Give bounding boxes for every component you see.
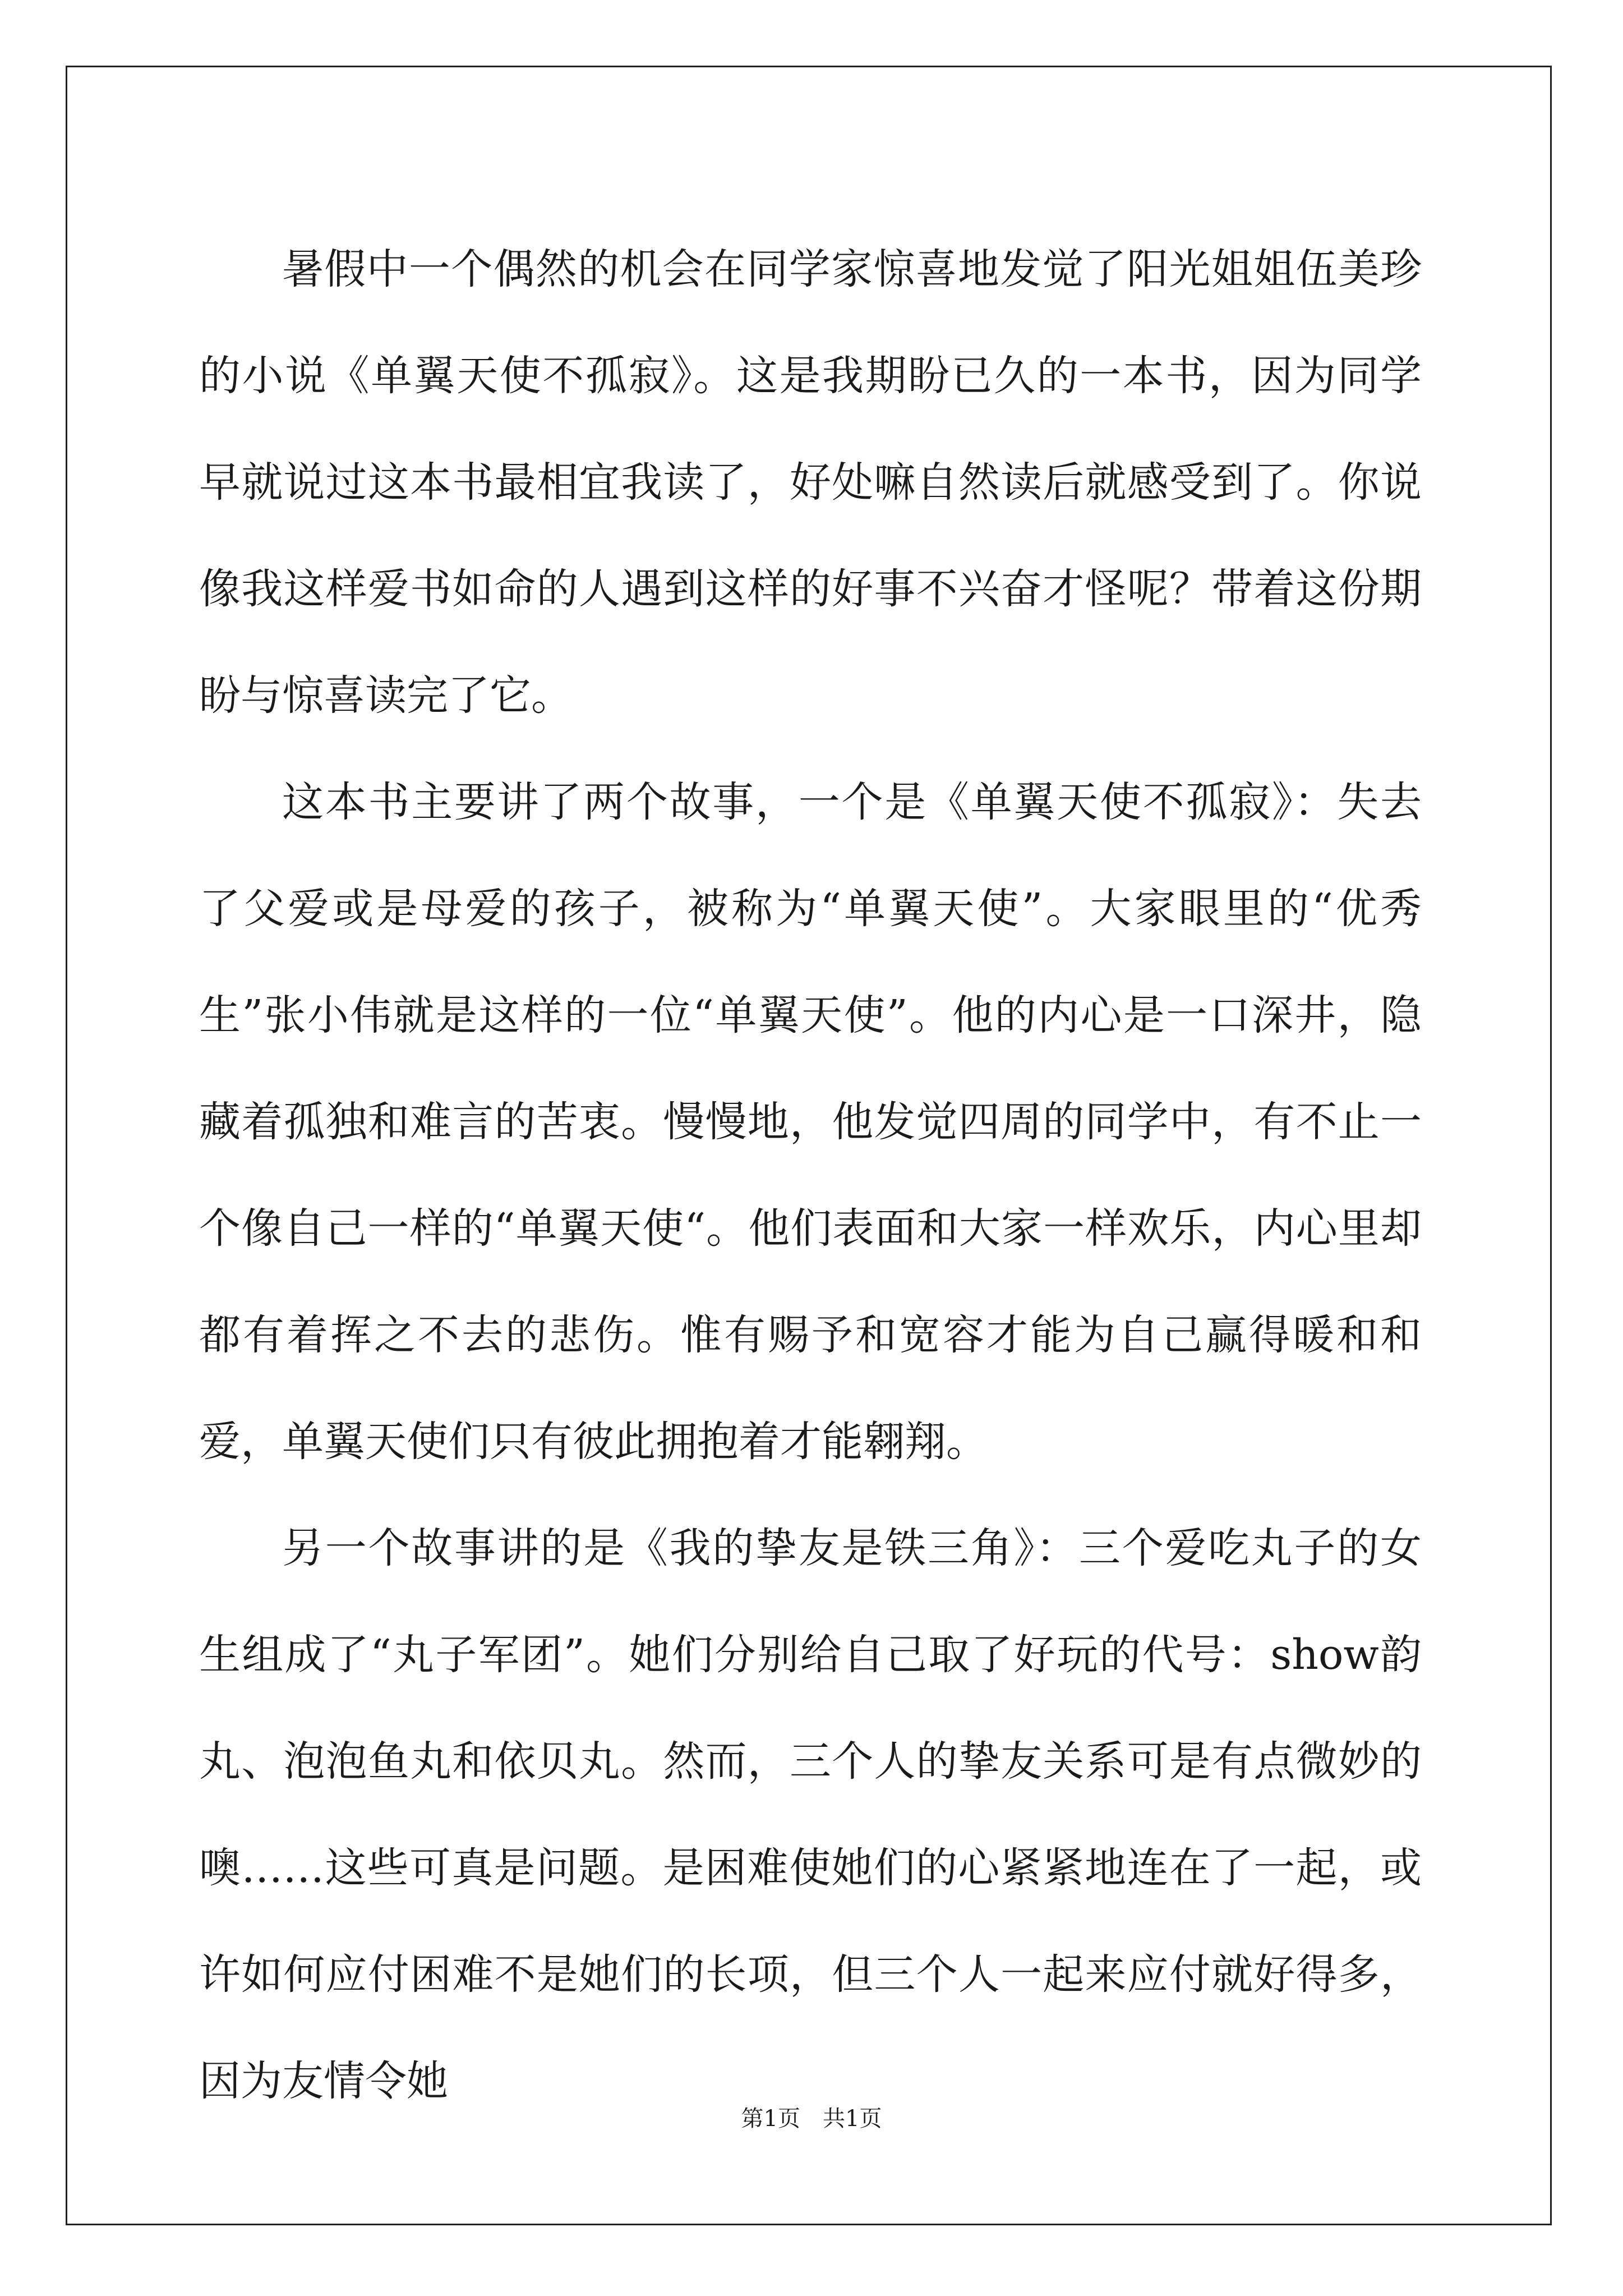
document-body [199,216,1422,2134]
paragraph-2: 这本书主要讲了两个故事，一个是《单翼天使不孤寂》：失去了父爱或是母爱的孩子，被称为“单翼天使”。大家眼里的“优秀生”张小伟就是这样的一位“单翼天使”。他的内心是一口深井，隐藏着孤独和难言的苦衷。慢慢地，他发觉四周的同学中，有不止一个像自己一样的“单翼天使“。他们表面和大家一样欢乐，内心里却都有着挥之不去的悲伤。惟有赐予和宽容才能为自己赢得暖和和爱，单翼天使们只有彼此拥抱着才能翱翔。 [199,778,1422,1466]
paragraph-1: 暑假中一个偶然的机会在同学家惊喜地发觉了阳光姐姐伍美珍的小说《单翼天使不孤寂》。这是我期盼已久的一本书，因为同学早就说过这本书最相宜我读了，好处嘛自然读后就感受到了。你说像我这样爱书如命的人遇到这样的好事不兴奋才怪呢？带着这份期盼与惊喜读完了它。 [199,245,1422,720]
paragraph-3: 另一个故事讲的是《我的挚友是铁三角》：三个爱吃丸子的女生组成了“丸子军团”。她们分别给自己取了好玩的代号：show韵丸、泡泡鱼丸和依贝丸。然而，三个人的挚友关系可是有点微妙的噢……这些可真是问题。是困难使她们的心紧紧地连在了一起，或许如何应付困难不是她们的长项，但三个人一起来应付就好得多，因为友情令她 [199,1524,1422,2105]
page-footer: 第1页 共1页 [741,2106,882,2132]
